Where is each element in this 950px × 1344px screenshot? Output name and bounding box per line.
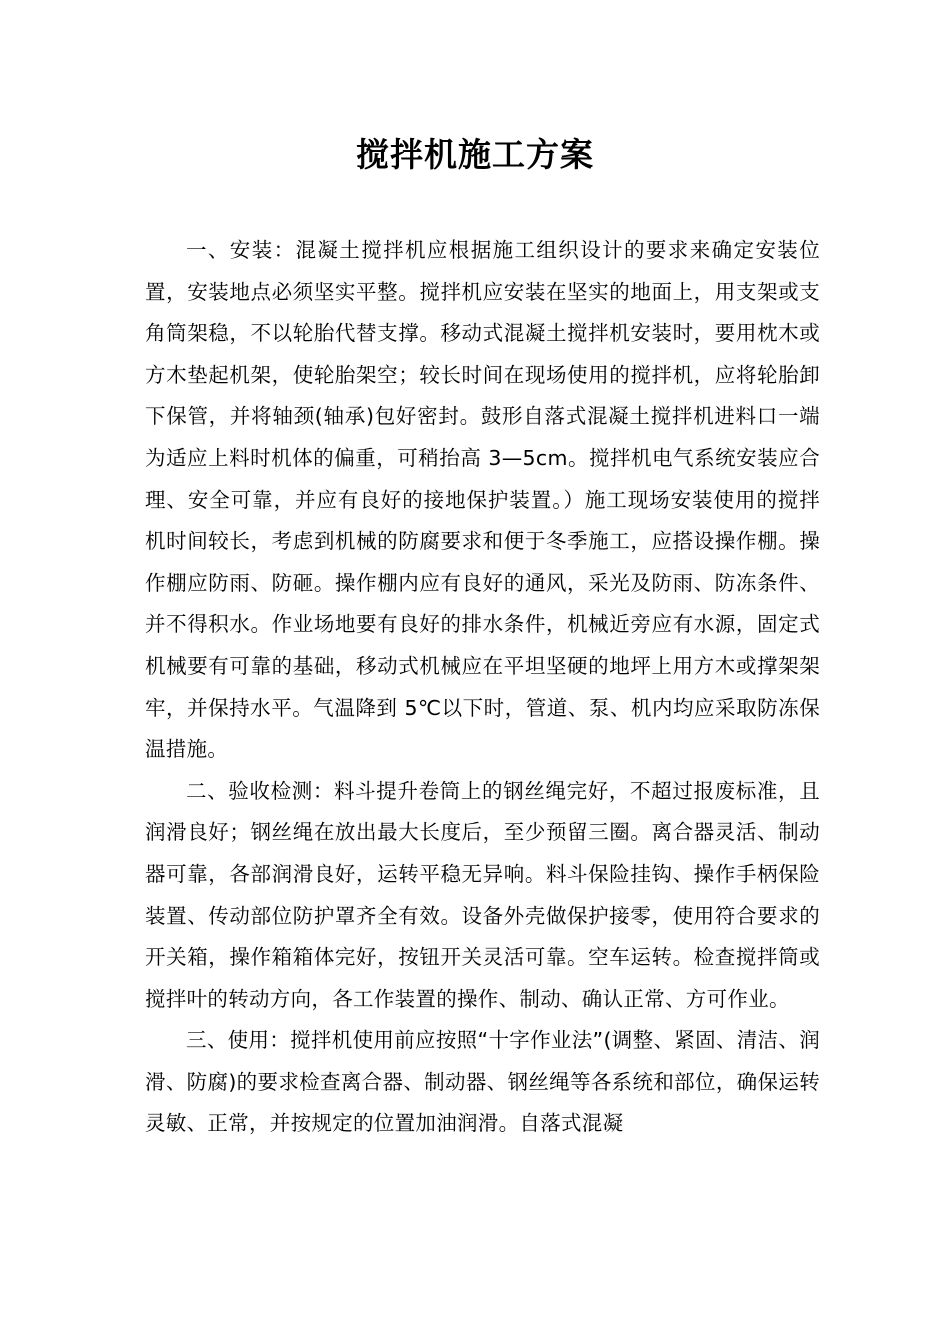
document-title: 搅拌机施工方案: [356, 135, 594, 174]
paragraph-installation: 一、安装：混凝土搅拌机应根据施工组织设计的要求来确定安装位置，安装地点必须坚实平整。搅拌机应安装在坚实的地面上，用支架或支角筒架稳，不以轮胎代替支撑。移动式混凝土搅拌机安装时，要用枕木或方木垫起机架，使轮胎架空；较长时间在现场使用的搅拌机，应将轮胎卸下保管，并将轴颈(轴承)包好密封。鼓形自落式混凝土搅拌机进料口一端为适应上料时机体的偏重，可稍抬高 3—5cm。搅拌机电气系统安装应合理、安全可靠，并应有良好的接地保护装置。）施工现场安装使用的搅拌机时间较长，考虑到机械的防腐要求和便于冬季施工，应搭设操作棚。操作棚应防雨、防砸。操作棚内应有良好的通风，采光及防雨、防冻条件、并不得积水。作业场地要有良好的排水条件，机械近旁应有水源，固定式机械要有可靠的基础，移动式机械应在平坦坚硬的地坪上用方木或撑架架牢，并保持水平。气温降到 5℃以下时，管道、泵、机内均应采取防冻保温措施。: [145, 238, 820, 762]
paragraph-inspection: 二、验收检测：料斗提升卷筒上的钢丝绳完好，不超过报废标准，且润滑良好；钢丝绳在放出最大长度后，至少预留三圈。离合器灵活、制动器可靠，各部润滑良好，运转平稳无异响。料斗保险挂钩、操作手柄保险装置、传动部位防护罩齐全有效。设备外壳做保护接零，使用符合要求的开关箱，操作箱箱体完好，按钮开关灵活可靠。空车运转。检查搅拌筒或搅拌叶的转动方向，各工作装置的操作、制动、确认正常、方可作业。: [145, 778, 820, 1011]
paragraph-usage: 三、使用：搅拌机使用前应按照“十字作业法”(调整、紧固、清洁、润滑、防腐)的要求检查离合器、制动器、钢丝绳等各系统和部位，确保运转灵敏、正常，并按规定的位置加油润滑。自落式混凝: [145, 1028, 820, 1136]
document-body: [145, 230, 820, 1145]
